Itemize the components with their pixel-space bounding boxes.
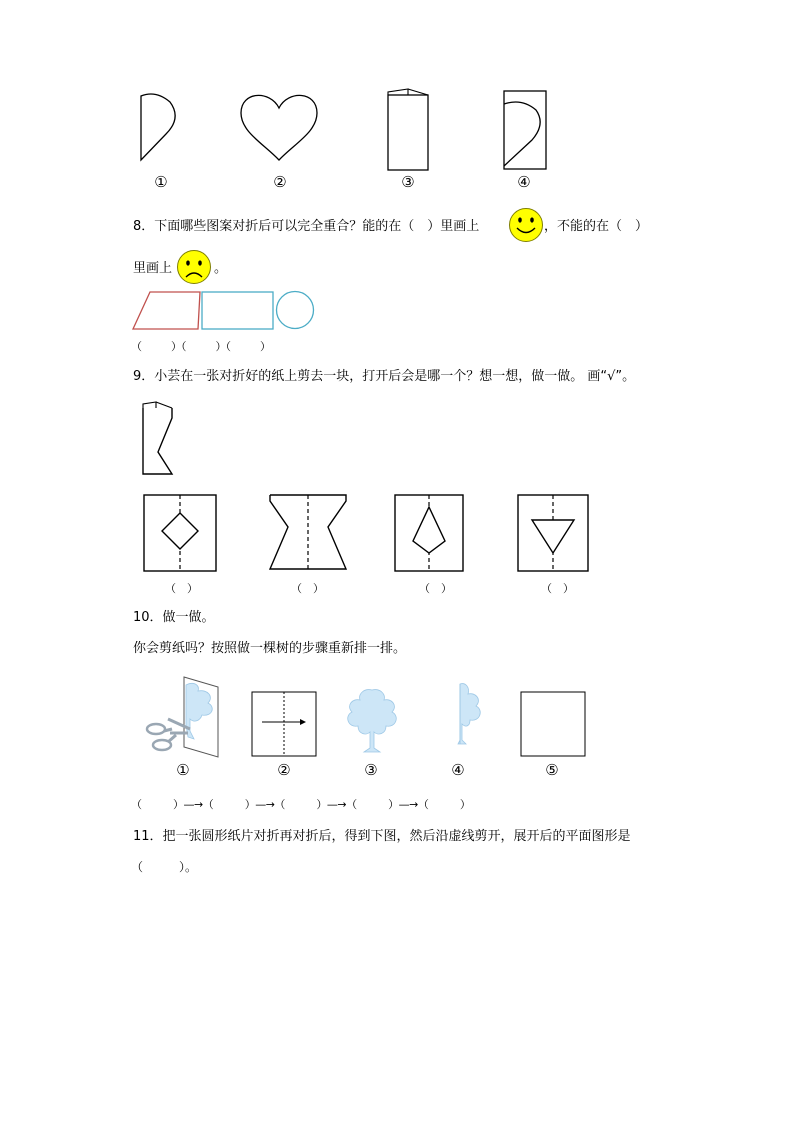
q9-answer-c[interactable]: （ ）	[419, 582, 452, 595]
q11-question-text: 11．把一张圆形纸片对折再对折后，得到下图，然后沿虚线剪开，展开后的平面图形是	[133, 829, 631, 844]
q10-label-4: ④	[451, 761, 465, 779]
q10-sequence-answer: （ ）—→（ ）—→（ ）—→（ ）—→（ ）	[131, 798, 471, 811]
q10-step5-square-paper	[519, 690, 587, 758]
q10-label-2: ②	[277, 761, 291, 779]
q8-text-part2: ，不能的在（ ）	[544, 219, 649, 234]
q8-question-text	[133, 219, 479, 235]
q9-answer-a[interactable]: （ ）	[165, 582, 198, 595]
parallelogram-shape	[133, 292, 200, 329]
q10-step4-half-tree	[454, 682, 494, 748]
smiley-face-icon	[508, 207, 544, 243]
q8-answer-row: （ ）（ ）（ ）	[131, 340, 270, 353]
q9-answer-d[interactable]: （ ）	[541, 582, 574, 595]
q9-option-b-notched-paper	[266, 491, 350, 575]
q7-label-2: ②	[273, 173, 287, 191]
sad-face-icon	[176, 249, 212, 285]
q8-text-part4: 。	[214, 261, 228, 276]
q9-option-a-diamond	[142, 493, 218, 573]
q7-label-1: ①	[154, 173, 168, 191]
q7-label-3: ③	[401, 173, 415, 191]
q9-question-text: 9．小芸在一张对折好的纸上剪去一块，打开后会是哪一个？想一想，做一做。 画“√”。	[133, 369, 636, 384]
q10-label-3: ③	[364, 761, 378, 779]
q10-label-5: ⑤	[545, 761, 559, 779]
q11-answer: （ ）。	[131, 860, 198, 874]
q10-step1-scissors-cutting	[138, 673, 228, 759]
q9-option-c-kite	[393, 493, 465, 573]
q10-label-1: ①	[176, 761, 190, 779]
q8-shapes-figure	[130, 289, 330, 333]
q9-option-d-triangle	[516, 493, 590, 573]
q7-folded-paper-figure	[384, 88, 434, 170]
rectangle-shape	[202, 292, 273, 329]
q7-label-4: ④	[517, 173, 531, 191]
q7-heart-figure	[236, 88, 326, 168]
q10-step2-fold-paper	[250, 690, 318, 758]
q10-question-text: 你会剪纸吗？按照做一棵树的步骤重新排一排。	[133, 641, 407, 656]
q9-folded-paper-figure	[140, 400, 180, 480]
q8-text-part3: 里画上	[133, 261, 173, 276]
circle-shape	[277, 292, 314, 329]
q8-text-part1: 8．下面哪些图案对折后可以完全重合？能的在（ ）里画上	[133, 219, 480, 234]
q9-answer-b[interactable]: （ ）	[291, 582, 324, 595]
q7-half-heart-figure	[130, 88, 190, 168]
q10-step3-tree	[344, 686, 400, 756]
q10-title: 10．做一做。	[133, 610, 215, 625]
q7-half-heart-in-paper-figure	[500, 88, 550, 170]
